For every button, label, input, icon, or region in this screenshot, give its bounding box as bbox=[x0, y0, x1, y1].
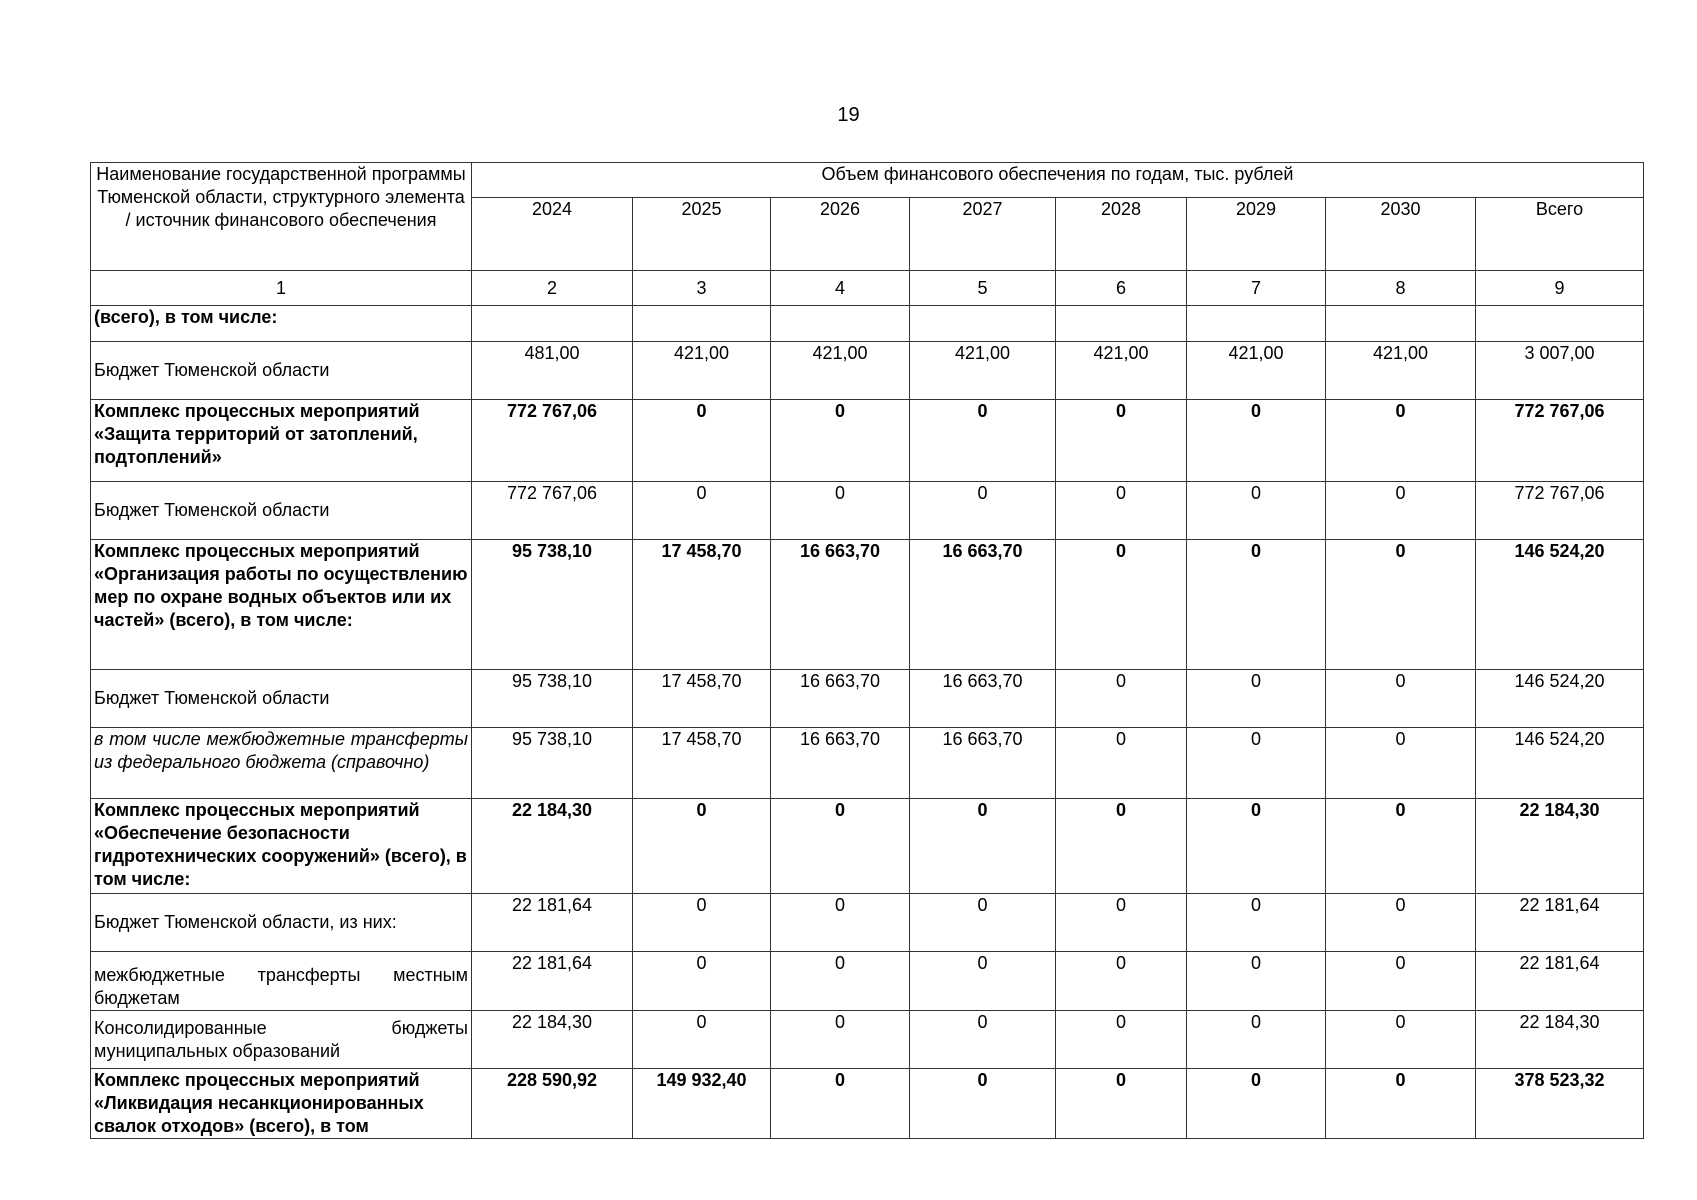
column-number: 1 bbox=[91, 271, 472, 306]
cell-value: 0 bbox=[771, 1069, 910, 1139]
cell-value: 0 bbox=[1187, 799, 1326, 894]
cell-value: 0 bbox=[633, 1011, 771, 1069]
cell-value: 146 524,20 bbox=[1476, 540, 1644, 670]
cell-value: 0 bbox=[1056, 728, 1187, 799]
cell-value: 0 bbox=[633, 894, 771, 952]
cell-value: 772 767,06 bbox=[1476, 482, 1644, 540]
column-numbers-row bbox=[91, 271, 1644, 306]
cell-value: 22 181,64 bbox=[472, 894, 633, 952]
cell-value: 0 bbox=[1326, 952, 1476, 1011]
row-name: Бюджет Тюменской области, из них: bbox=[91, 894, 472, 952]
column-number: 7 bbox=[1187, 271, 1326, 306]
column-number: 6 bbox=[1056, 271, 1187, 306]
cell-value: 95 738,10 bbox=[472, 670, 633, 728]
financing-table bbox=[90, 162, 1644, 1139]
cell-value: 22 184,30 bbox=[472, 799, 633, 894]
table-row bbox=[91, 1069, 1644, 1139]
table-row bbox=[91, 728, 1644, 799]
cell-value: 421,00 bbox=[1326, 342, 1476, 400]
year-header: 2026 bbox=[771, 198, 910, 271]
cell-value: 0 bbox=[1056, 1011, 1187, 1069]
cell-value bbox=[771, 306, 910, 342]
cell-value: 0 bbox=[910, 1069, 1056, 1139]
cell-value: 0 bbox=[771, 400, 910, 482]
cell-value: 0 bbox=[1326, 670, 1476, 728]
cell-value: 421,00 bbox=[910, 342, 1056, 400]
cell-value: 0 bbox=[1326, 728, 1476, 799]
cell-value: 0 bbox=[771, 894, 910, 952]
header-row bbox=[91, 163, 1644, 198]
cell-value: 772 767,06 bbox=[472, 400, 633, 482]
column-number: 9 bbox=[1476, 271, 1644, 306]
cell-value: 228 590,92 bbox=[472, 1069, 633, 1139]
column-number: 4 bbox=[771, 271, 910, 306]
row-name: (всего), в том числе: bbox=[91, 306, 472, 342]
cell-value: 0 bbox=[1056, 482, 1187, 540]
cell-value: 0 bbox=[910, 400, 1056, 482]
column-number: 2 bbox=[472, 271, 633, 306]
year-header: 2024 bbox=[472, 198, 633, 271]
funding-by-year-header: Объем финансового обеспечения по годам, тыс. рублей bbox=[472, 163, 1644, 198]
table-row bbox=[91, 482, 1644, 540]
table-row bbox=[91, 670, 1644, 728]
cell-value: 22 184,30 bbox=[1476, 1011, 1644, 1069]
row-name: Бюджет Тюменской области bbox=[91, 670, 472, 728]
cell-value: 0 bbox=[1326, 482, 1476, 540]
cell-value: 17 458,70 bbox=[633, 540, 771, 670]
cell-value: 0 bbox=[1326, 1069, 1476, 1139]
cell-value: 22 181,64 bbox=[1476, 894, 1644, 952]
cell-value: 421,00 bbox=[1056, 342, 1187, 400]
cell-value: 0 bbox=[1056, 1069, 1187, 1139]
row-name: Бюджет Тюменской области bbox=[91, 482, 472, 540]
cell-value: 95 738,10 bbox=[472, 540, 633, 670]
cell-value: 16 663,70 bbox=[771, 728, 910, 799]
cell-value: 16 663,70 bbox=[910, 540, 1056, 670]
table-row bbox=[91, 400, 1644, 482]
table-row bbox=[91, 1011, 1644, 1069]
cell-value: 0 bbox=[1326, 894, 1476, 952]
row-name: Комплекс процессных мероприятий «Ликвидация несанкционированных свалок отходов» (всего), в том bbox=[91, 1069, 472, 1139]
cell-value: 0 bbox=[633, 952, 771, 1011]
cell-value: 0 bbox=[633, 799, 771, 894]
cell-value: 378 523,32 bbox=[1476, 1069, 1644, 1139]
row-name: межбюджетные трансферты местным бюджетам bbox=[91, 952, 472, 1011]
cell-value: 0 bbox=[1187, 728, 1326, 799]
row-name: Консолидированные бюджеты муниципальных образований bbox=[91, 1011, 472, 1069]
cell-value: 0 bbox=[771, 482, 910, 540]
table-row bbox=[91, 799, 1644, 894]
year-header: 2029 bbox=[1187, 198, 1326, 271]
table-row bbox=[91, 342, 1644, 400]
cell-value: 0 bbox=[1187, 670, 1326, 728]
cell-value: 0 bbox=[771, 799, 910, 894]
cell-value: 22 181,64 bbox=[472, 952, 633, 1011]
cell-value: 0 bbox=[910, 1011, 1056, 1069]
cell-value: 0 bbox=[1187, 540, 1326, 670]
cell-value bbox=[1476, 306, 1644, 342]
table-row bbox=[91, 306, 1644, 342]
cell-value: 0 bbox=[633, 482, 771, 540]
cell-value: 0 bbox=[1056, 894, 1187, 952]
cell-value: 421,00 bbox=[633, 342, 771, 400]
table-row bbox=[91, 894, 1644, 952]
cell-value: 17 458,70 bbox=[633, 728, 771, 799]
cell-value bbox=[1326, 306, 1476, 342]
cell-value: 146 524,20 bbox=[1476, 670, 1644, 728]
row-name: Комплекс процессных мероприятий «Обеспечение безопасности гидротехнических сооружений» (всего), в том числе: bbox=[91, 799, 472, 894]
column-number: 3 bbox=[633, 271, 771, 306]
cell-value: 0 bbox=[1056, 670, 1187, 728]
cell-value: 0 bbox=[910, 799, 1056, 894]
cell-value: 16 663,70 bbox=[771, 540, 910, 670]
cell-value: 0 bbox=[1326, 799, 1476, 894]
cell-value: 16 663,70 bbox=[910, 670, 1056, 728]
cell-value bbox=[633, 306, 771, 342]
cell-value: 421,00 bbox=[1187, 342, 1326, 400]
cell-value: 0 bbox=[1187, 952, 1326, 1011]
cell-value: 0 bbox=[1056, 400, 1187, 482]
cell-value bbox=[472, 306, 633, 342]
row-name: Комплекс процессных мероприятий «Защита территорий от затоплений, подтоплений» bbox=[91, 400, 472, 482]
cell-value: 0 bbox=[1187, 1011, 1326, 1069]
column-number: 5 bbox=[910, 271, 1056, 306]
table-row bbox=[91, 540, 1644, 670]
total-header: Всего bbox=[1476, 198, 1644, 271]
page-number: 19 bbox=[837, 104, 860, 126]
cell-value: 0 bbox=[771, 1011, 910, 1069]
cell-value: 0 bbox=[1187, 1069, 1326, 1139]
cell-value: 481,00 bbox=[472, 342, 633, 400]
cell-value: 772 767,06 bbox=[1476, 400, 1644, 482]
cell-value: 17 458,70 bbox=[633, 670, 771, 728]
cell-value: 0 bbox=[1187, 482, 1326, 540]
cell-value: 0 bbox=[910, 952, 1056, 1011]
column-number: 8 bbox=[1326, 271, 1476, 306]
cell-value: 0 bbox=[910, 482, 1056, 540]
row-name: Бюджет Тюменской области bbox=[91, 342, 472, 400]
cell-value: 3 007,00 bbox=[1476, 342, 1644, 400]
cell-value: 0 bbox=[771, 952, 910, 1011]
cell-value: 0 bbox=[1187, 400, 1326, 482]
cell-value: 0 bbox=[633, 400, 771, 482]
row-name: Комплекс процессных мероприятий «Организация работы по осуществлению мер по охране водных объектов или их частей» (всего), в том числе: bbox=[91, 540, 472, 670]
cell-value bbox=[1187, 306, 1326, 342]
cell-value bbox=[1056, 306, 1187, 342]
cell-value: 0 bbox=[1056, 952, 1187, 1011]
cell-value: 0 bbox=[1326, 1011, 1476, 1069]
year-header: 2030 bbox=[1326, 198, 1476, 271]
cell-value: 16 663,70 bbox=[910, 728, 1056, 799]
table-row bbox=[91, 952, 1644, 1011]
row-name: в том числе межбюджетные трансферты из федерального бюджета (справочно) bbox=[91, 728, 472, 799]
cell-value: 0 bbox=[1326, 400, 1476, 482]
cell-value: 0 bbox=[1187, 894, 1326, 952]
cell-value: 0 bbox=[1056, 799, 1187, 894]
cell-value: 0 bbox=[1056, 540, 1187, 670]
cell-value: 0 bbox=[1326, 540, 1476, 670]
cell-value bbox=[910, 306, 1056, 342]
name-column-header: Наименование государственной программы Тюменской области, структурного элемента / источник финансового обеспечения bbox=[91, 163, 472, 271]
cell-value: 95 738,10 bbox=[472, 728, 633, 799]
year-header: 2027 bbox=[910, 198, 1056, 271]
cell-value: 149 932,40 bbox=[633, 1069, 771, 1139]
cell-value: 22 184,30 bbox=[472, 1011, 633, 1069]
year-header: 2028 bbox=[1056, 198, 1187, 271]
year-header: 2025 bbox=[633, 198, 771, 271]
cell-value: 772 767,06 bbox=[472, 482, 633, 540]
cell-value: 0 bbox=[910, 894, 1056, 952]
cell-value: 16 663,70 bbox=[771, 670, 910, 728]
cell-value: 421,00 bbox=[771, 342, 910, 400]
cell-value: 146 524,20 bbox=[1476, 728, 1644, 799]
cell-value: 22 184,30 bbox=[1476, 799, 1644, 894]
cell-value: 22 181,64 bbox=[1476, 952, 1644, 1011]
